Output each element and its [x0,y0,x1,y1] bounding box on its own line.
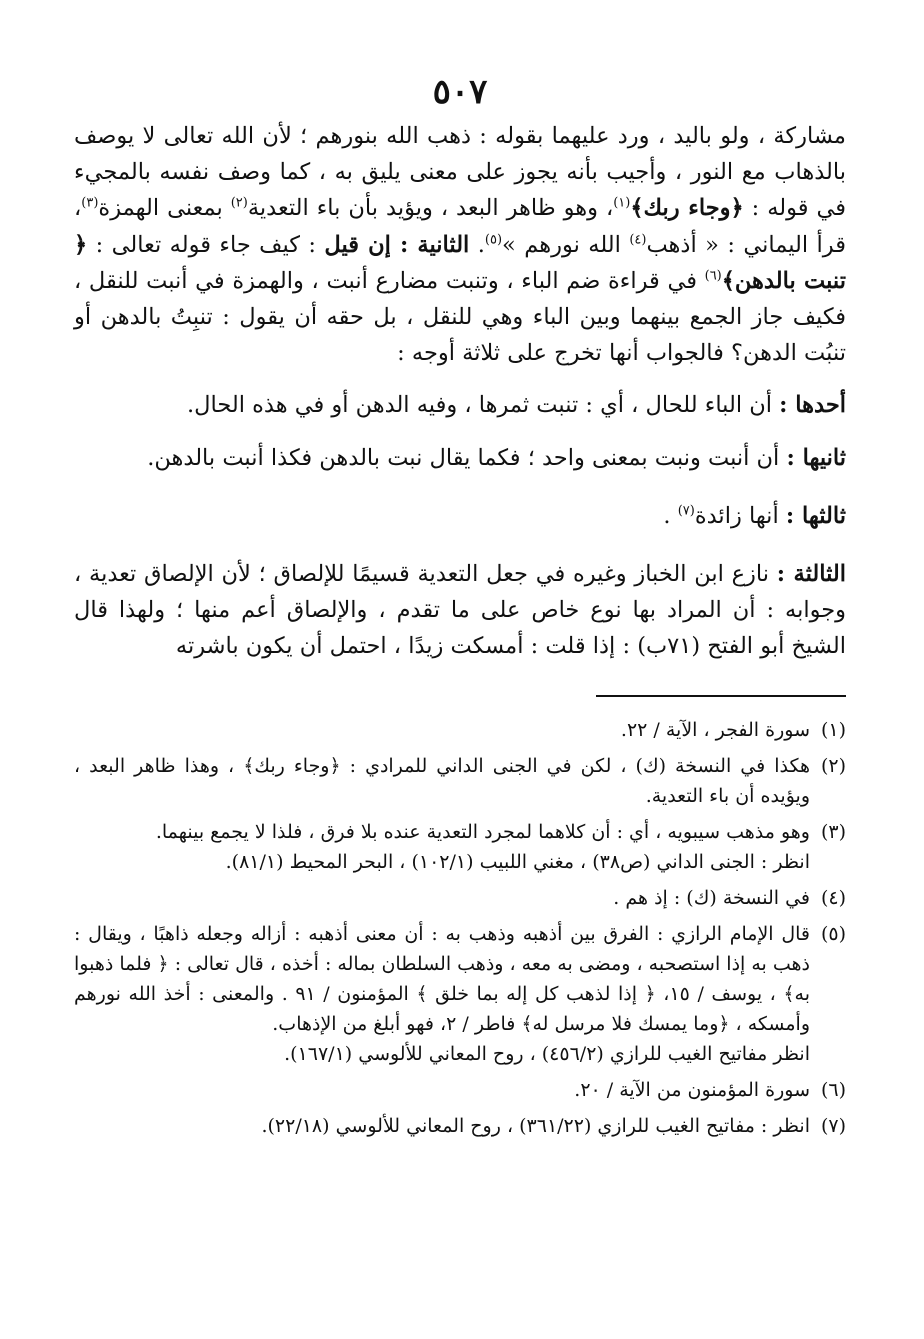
paragraph-lead: ثانيها : [786,444,846,471]
footnote-ref[interactable]: (٧) [677,503,695,519]
footnote-text [74,715,810,745]
footnote-item [74,919,846,1069]
footnote-text [74,1075,810,1105]
footnote-line: هكذا في النسخة (ك) ، لكن في الجنى الداني للمرادي : ﴿وجاء ربك﴾ ، وهذا ظاهر البعد ، ويؤيده أن باء التعدية. [74,754,810,807]
footnote-line: سورة الفجر ، الآية / ٢٢. [620,718,810,741]
main-text [74,118,846,665]
footnote-text [74,817,810,877]
footnote-text [74,919,810,1069]
paragraph-5: الثالثة : نازع ابن الخباز وغيره في جعل التعدية قسيمًا للإلصاق ؛ لأن الإلصاق تعدية ، وجوابه : أن المراد بها نوع خاص على ما تقدم ، والإلصاق أعم منها ؛ ولهذا قال الشيخ أبو الفتح (٧١ب) : إذا قلت : أمسكت زيدًا ، احتمل أن يكون باشرته [74,561,846,660]
footnote-line: انظر : مفاتيح الغيب للرازي (٣٦١/٢٢) ، روح المعاني للألوسي (٢٢/١٨). [261,1114,810,1137]
footnote-ref[interactable]: (٣) [81,195,99,211]
footnote-number: (٣) [820,820,846,843]
footnote-number: (٦) [820,1078,846,1101]
footnote-divider [596,695,846,697]
paragraph-4: ثالثها : أنها زائدة$^{(٧)}$ . [663,502,846,529]
page-number: ٥٠٧ [432,72,488,112]
footnote-item [74,751,846,811]
footnote-line: وهو مذهب سيبويه ، أي : أن كلاهما لمجرد التعدية عنده بلا فرق ، فلذا لا يجمع بينهما. [155,820,810,843]
footnote-ref[interactable]: (٢) [230,195,248,211]
footnote-item [74,817,846,877]
footnote-ref[interactable]: (٥) [484,232,503,248]
paragraph-1: مشاركة ، ولو باليد ، ورد عليهما بقوله : ذهب الله بنورهم ؛ لأن الله تعالى لا يوصف بالذهاب مع النور ، وأجيب بأنه يجوز على معنى يليق به ، كما وصف نفسه بالمجيء في قوله : ﴿وجاء ربك﴾$^{(١)}$، وهو ظاهر البعد ، ويؤيد بأن باء التعدية$^{(٢)}$ بمعنى الهمزة$^{(٣)}$، قرأ اليماني : « أذهب$^{(٤)}$ الله نورهم »$^{(٥)}$. الثانية : إن قيل : كيف جاء قوله تعالى : ﴿ تنبت بالدهن﴾$^{(٦)}$ في قراءة ضم الباء ، وتنبت مضارع أنبت ، والهمزة في أنبت للنقل ، فكيف جاز الجمع بينهما وبين الباء وهي للنقل ، بل حقه أن يقول : تنبِتُ بالدهن أو تنبُت الدهن؟ فالجواب أنها تخرج على ثلاثة أوجه : [74,123,847,367]
paragraph-2: أحدها : أن الباء للحال ، أي : تنبت ثمرها ، وفيه الدهن أو في هذه الحال. [186,392,846,419]
footnote-line: انظر مفاتيح الغيب للرازي (٤٥٦/٢) ، روح المعاني للألوسي (١٦٧/١). [284,1042,810,1065]
footnote-text [74,883,810,913]
footnotes [74,715,846,1141]
footnote-line: قال الإمام الرازي : الفرق بين أذهبه وذهب به : أن معنى أذهبه : أزاله وجعله ذاهبًا ، ويقال : ذهب به إذا استصحبه ، ومضى به معه ، وذهب السلطان بماله : أخذه ، قال تعالى : ﴿ فلما ذهبوا به﴾ ، يوسف / ١٥، ﴿ إذا لذهب كل إله بما خلق ﴾ المؤمنون / ٩١ . والمعنى : أخذ الله نورهم وأمسكه ، ﴿وما يمسك فلا مرسل له﴾ فاطر / ٢، فهو أبلغ من الإذهاب. [74,922,810,1035]
footnote-number: (٤) [820,886,846,909]
footnote-ref[interactable]: (٤) [629,232,647,248]
quran-quote: ﴿وجاء ربك﴾ [630,195,744,222]
footnote-line: انظر : الجنى الداني (ص٣٨) ، مغني اللبيب (١٠٢/١) ، البحر المحيط (٨١/١). [225,850,810,873]
footnote-text [74,751,810,811]
footnote-line: سورة المؤمنون من الآية / ٢٠. [574,1078,810,1101]
footnote-ref[interactable]: (١) [613,195,631,211]
paragraph-lead: أحدها : [779,392,846,419]
paragraph-lead: ثالثها : [785,502,846,529]
footnote-number: (٢) [820,754,846,777]
footnote-line: في النسخة (ك) : إذ هم . [613,886,810,909]
paragraph-3: ثانيها : أن أنبت ونبت بمعنى واحد ؛ فكما يقال نبت بالدهن فكذا أنبت بالدهن. [147,444,846,471]
footnote-ref[interactable]: (٦) [704,268,722,284]
quran-quote: ﴿ تنبت بالدهن﴾ [74,231,846,294]
footnote-number: (٥) [820,922,846,945]
footnote-number: (٧) [820,1114,846,1137]
section-heading: الثانية : إن قيل [324,231,470,258]
footnote-item [74,1075,846,1105]
paragraph-lead: الثالثة : [776,561,846,588]
footnote-item [74,715,846,745]
footnote-text [74,1111,810,1141]
footnote-item [74,883,846,913]
footnote-number: (١) [820,718,846,741]
footnote-item [74,1111,846,1141]
